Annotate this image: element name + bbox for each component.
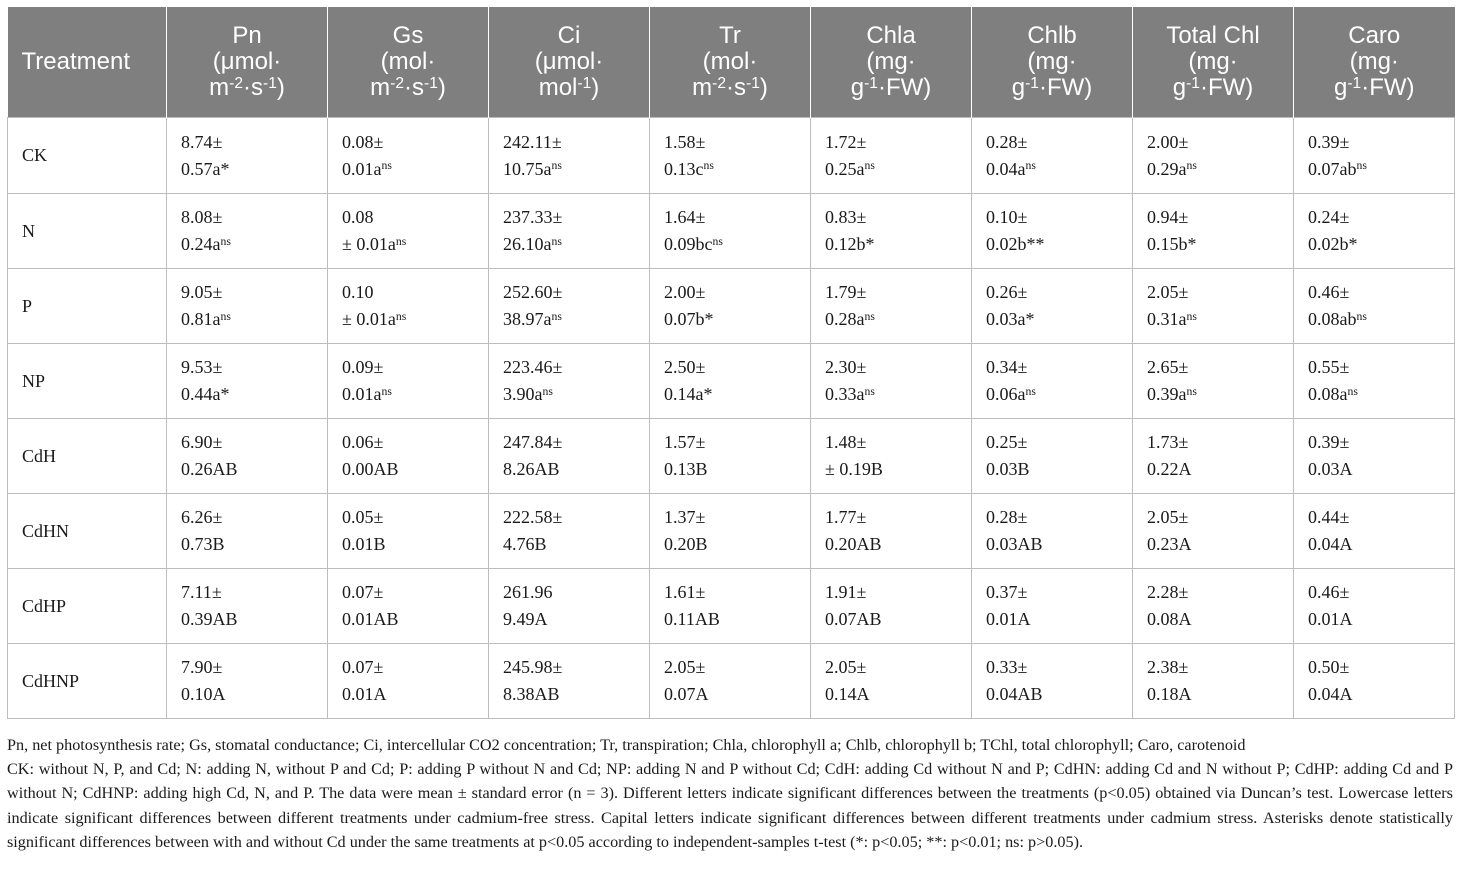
value-cell: [167, 494, 328, 569]
mean-value: 2.00±: [664, 282, 706, 302]
header-col-8: [1294, 7, 1455, 118]
table-row: [8, 494, 1455, 569]
error-value: 0.20AB: [825, 534, 882, 554]
header-col-4: [650, 7, 811, 118]
value-cell: [1294, 344, 1455, 419]
value-cell: [650, 569, 811, 644]
header-line: $g^{-1}\cdot FW$): [1172, 74, 1254, 101]
header-line: (mg·: [866, 48, 916, 75]
value-cell: [1294, 494, 1455, 569]
mean-value: 2.05±: [825, 657, 867, 677]
value-cell: [1294, 194, 1455, 269]
mean-value: 2.50±: [664, 357, 706, 377]
mean-value: 222.58±: [503, 507, 563, 527]
mean-value: 2.05±: [1147, 507, 1189, 527]
mean-value: 2.05±: [664, 657, 706, 677]
footnote-abbreviations: Pn, net photosynthesis rate; Gs, stomatal conductance; Ci, intercellular CO2 concentration; Tr, transpiration; Chla, chlorophyll a; Chlb, chlorophyll b; TChl, total chlorophyll; Caro, carotenoid: [7, 736, 1246, 754]
mean-value: 0.37±: [986, 582, 1028, 602]
mean-value: 1.61±: [664, 582, 706, 602]
mean-value: 9.05±: [181, 282, 223, 302]
value-cell: [972, 118, 1133, 194]
header-line: Chla: [866, 22, 916, 49]
error-value: 0.03B: [986, 459, 1030, 479]
mean-value: 2.00±: [1147, 131, 1189, 152]
header-line: (mg·: [1349, 48, 1399, 75]
mean-value: 0.08±: [342, 131, 384, 152]
value-cell: [489, 344, 650, 419]
mean-value: 2.30±: [825, 357, 867, 377]
error-value: 4.76B: [503, 534, 547, 554]
error-value: 0.11AB: [664, 609, 720, 629]
mean-value: 0.34±: [986, 357, 1028, 377]
value-cell: [489, 419, 650, 494]
mean-value: 242.11±: [503, 131, 562, 152]
mean-value: 1.48±: [825, 432, 867, 452]
error-value: 0.04A: [1308, 684, 1353, 704]
mean-value: 245.98±: [503, 657, 563, 677]
value-cell: [328, 644, 489, 719]
header-line: Chlb: [1027, 22, 1077, 49]
mean-value: 0.46±: [1308, 282, 1350, 302]
error-value: 0.03AB: [986, 534, 1043, 554]
mean-value: 6.90±: [181, 432, 223, 452]
value-cell: [811, 419, 972, 494]
header-line: (mol·: [702, 48, 758, 75]
value-cell: [1294, 644, 1455, 719]
header-line: Pn: [232, 22, 262, 49]
mean-value: 0.83±: [825, 207, 867, 227]
value-cell: [328, 494, 489, 569]
header-treatment: [8, 7, 167, 118]
error-value: 8.38AB: [503, 684, 560, 704]
error-value: 0.13B: [664, 459, 708, 479]
table-row: [8, 118, 1455, 194]
data-table-container: [7, 7, 1453, 719]
value-cell: [328, 344, 489, 419]
mean-value: 9.53±: [181, 357, 223, 377]
error-value: $0.04a^{ns}$: [986, 158, 1036, 179]
value-cell: [811, 494, 972, 569]
error-value: $0.01a^{ns}$: [342, 384, 392, 404]
error-value: 0.01A: [342, 684, 387, 704]
value-cell: [972, 494, 1133, 569]
mean-value: 2.38±: [1147, 657, 1189, 677]
header-line: $g^{-1}\cdot FW$): [1011, 74, 1093, 101]
error-value: $0.81a^{ns}$: [181, 309, 231, 329]
value-cell: [489, 194, 650, 269]
error-value: 0.03a*: [986, 309, 1035, 329]
header-col-7: [1133, 7, 1294, 118]
error-value: 0.04A: [1308, 534, 1353, 554]
mean-value: 1.79±: [825, 282, 867, 302]
error-value: 0.02b*: [1308, 234, 1358, 254]
error-value: $0.25a^{ns}$: [825, 158, 875, 179]
error-value: 0.73B: [181, 534, 225, 554]
mean-value: 1.57±: [664, 432, 706, 452]
treatment-cell: CdHP: [8, 569, 167, 644]
value-cell: [489, 494, 650, 569]
error-value: 0.07A: [664, 684, 709, 704]
value-cell: [328, 194, 489, 269]
treatment-cell: CdHNP: [8, 644, 167, 719]
value-cell: [1133, 269, 1294, 344]
mean-value: 0.25±: [986, 432, 1028, 452]
error-value: $0.33a^{ns}$: [825, 384, 875, 404]
error-value: 0.57a*: [181, 158, 230, 179]
table-row: [8, 569, 1455, 644]
table-row: [8, 269, 1455, 344]
error-value: $3.90a^{ns}$: [503, 384, 553, 404]
mean-value: 237.33±: [503, 207, 563, 227]
value-cell: [811, 269, 972, 344]
table-footnote: [7, 733, 1453, 854]
treatment-cell: CdHN: [8, 494, 167, 569]
error-value: $0.08a^{ns}$: [1308, 384, 1358, 404]
mean-value: 1.72±: [825, 131, 867, 152]
mean-value: 2.05±: [1147, 282, 1189, 302]
error-value: $0.29a^{ns}$: [1147, 158, 1197, 179]
table-header: [8, 7, 1455, 118]
error-value: $0.28a^{ns}$: [825, 309, 875, 329]
value-cell: [328, 269, 489, 344]
header-line: Total Chl: [1166, 22, 1260, 49]
mean-value: 6.26±: [181, 507, 223, 527]
value-cell: [167, 269, 328, 344]
error-value: 0.18A: [1147, 684, 1192, 704]
header-line: $m^{-2}\cdot s^{-1}$): [692, 74, 768, 101]
value-cell: [650, 344, 811, 419]
error-value: $0.24a^{ns}$: [181, 234, 231, 254]
header-line: (mg·: [1188, 48, 1238, 75]
header-line: Caro: [1348, 22, 1401, 49]
data-table: [7, 7, 1455, 719]
error-value: 0.08A: [1147, 609, 1192, 629]
value-cell: [328, 569, 489, 644]
treatment-cell: CK: [8, 118, 167, 194]
header-line: (μmol·: [212, 48, 282, 75]
error-value: $10.75a^{ns}$: [503, 158, 562, 179]
error-value: 0.01B: [342, 534, 386, 554]
header-line: Gs: [392, 22, 424, 49]
value-cell: [811, 194, 972, 269]
error-value: ± $0.01a^{ns}$: [342, 309, 407, 329]
footnote-description: CK: without N, P, and Cd; N: adding N, without P and Cd; P: adding P without N and Cd; NP: adding N and P without Cd; CdH: adding Cd without N and P; CdHN: adding Cd and N without P; CdHP: adding Cd and P without N; CdHNP: adding high Cd, N, and P. The data were mean ± standard error (n = 3). Different letters indicate significant differences between the treatments (p<0.05) obtained via Duncan’s test. Lowercase letters indicate significant differences between different treatments under cadmium-free stress. Capital letters indicate significant differences between different treatments under cadmium stress. Asterisks denote statistically significant differences between with and without Cd under the same treatments at p<0.05 according to independent-samples t-test (*: p<0.05; **: p<0.01; ns: p>0.05).: [7, 760, 1453, 851]
value-cell: [1294, 269, 1455, 344]
value-cell: [1133, 569, 1294, 644]
value-cell: [489, 269, 650, 344]
value-cell: [811, 118, 972, 194]
header-line: $m^{-2}\cdot s^{-1}$): [209, 74, 285, 101]
table-row: [8, 644, 1455, 719]
error-value: 0.04AB: [986, 684, 1043, 704]
error-value: 0.22A: [1147, 459, 1192, 479]
mean-value: 0.44±: [1308, 507, 1350, 527]
error-value: 0.44a*: [181, 384, 230, 404]
treatment-cell: NP: [8, 344, 167, 419]
mean-value: 0.33±: [986, 657, 1028, 677]
value-cell: [167, 569, 328, 644]
mean-value: 0.10: [342, 282, 374, 302]
value-cell: [972, 644, 1133, 719]
error-value: 0.00AB: [342, 459, 399, 479]
mean-value: 7.90±: [181, 657, 223, 677]
error-value: 0.02b**: [986, 234, 1045, 254]
header-col-3: [489, 7, 650, 118]
header-col-2: [328, 7, 489, 118]
mean-value: 0.09±: [342, 357, 384, 377]
value-cell: [328, 419, 489, 494]
error-value: 0.01AB: [342, 609, 399, 629]
header-line: $g^{-1}\cdot FW$): [1333, 74, 1415, 101]
value-cell: [1133, 118, 1294, 194]
value-cell: [489, 118, 650, 194]
error-value: 0.01A: [1308, 609, 1353, 629]
header-col-5: [811, 7, 972, 118]
value-cell: [972, 569, 1133, 644]
header-line: $g^{-1}\cdot FW$): [850, 74, 932, 101]
header-line: Ci: [557, 22, 581, 49]
error-value: $0.06a^{ns}$: [986, 384, 1036, 404]
header-line: $m^{-2}\cdot s^{-1}$): [370, 74, 446, 101]
mean-value: 1.37±: [664, 507, 706, 527]
mean-value: 0.39±: [1308, 131, 1350, 152]
error-value: 0.20B: [664, 534, 708, 554]
value-cell: [650, 419, 811, 494]
value-cell: [328, 118, 489, 194]
error-value: 0.10A: [181, 684, 226, 704]
value-cell: [650, 118, 811, 194]
treatment-cell: CdH: [8, 419, 167, 494]
value-cell: [972, 269, 1133, 344]
mean-value: 0.05±: [342, 507, 384, 527]
error-value: 0.12b*: [825, 234, 875, 254]
mean-value: 0.08: [342, 207, 374, 227]
table-body: [8, 118, 1455, 719]
error-value: 0.01A: [986, 609, 1031, 629]
error-value: $0.01a^{ns}$: [342, 158, 392, 179]
error-value: 0.26AB: [181, 459, 238, 479]
mean-value: 0.10±: [986, 207, 1028, 227]
value-cell: [167, 419, 328, 494]
value-cell: [167, 118, 328, 194]
value-cell: [972, 194, 1133, 269]
value-cell: [650, 644, 811, 719]
error-value: $0.07ab^{ns}$: [1308, 158, 1367, 179]
value-cell: [1133, 644, 1294, 719]
table-row: [8, 194, 1455, 269]
header-col-6: [972, 7, 1133, 118]
error-value: $26.10a^{ns}$: [503, 234, 562, 254]
value-cell: [1133, 419, 1294, 494]
mean-value: 8.08±: [181, 207, 223, 227]
header-line: mol$^{-1}$): [538, 74, 600, 101]
value-cell: [811, 644, 972, 719]
error-value: 0.14A: [825, 684, 870, 704]
mean-value: 261.96: [503, 582, 553, 602]
value-cell: [972, 344, 1133, 419]
value-cell: [650, 194, 811, 269]
mean-value: 247.84±: [503, 432, 563, 452]
error-value: $38.97a^{ns}$: [503, 309, 562, 329]
mean-value: 0.07±: [342, 657, 384, 677]
value-cell: [1133, 494, 1294, 569]
error-value: ± $0.01a^{ns}$: [342, 234, 407, 254]
mean-value: 0.07±: [342, 582, 384, 602]
mean-value: 1.77±: [825, 507, 867, 527]
error-value: 0.15b*: [1147, 234, 1197, 254]
value-cell: [1133, 194, 1294, 269]
mean-value: 0.55±: [1308, 357, 1350, 377]
error-value: 9.49A: [503, 609, 548, 629]
mean-value: 1.64±: [664, 207, 706, 227]
value-cell: [489, 569, 650, 644]
mean-value: 0.39±: [1308, 432, 1350, 452]
value-cell: [811, 344, 972, 419]
mean-value: 0.46±: [1308, 582, 1350, 602]
mean-value: 0.28±: [986, 507, 1028, 527]
value-cell: [650, 494, 811, 569]
value-cell: [167, 344, 328, 419]
mean-value: 223.46±: [503, 357, 563, 377]
mean-value: 0.94±: [1147, 207, 1189, 227]
error-value: 0.07b*: [664, 309, 714, 329]
value-cell: [1294, 419, 1455, 494]
mean-value: 252.60±: [503, 282, 563, 302]
table-row: [8, 419, 1455, 494]
error-value: $0.31a^{ns}$: [1147, 309, 1197, 329]
mean-value: 1.91±: [825, 582, 867, 602]
value-cell: [489, 644, 650, 719]
mean-value: 0.28±: [986, 131, 1028, 152]
mean-value: 7.11±: [181, 582, 222, 602]
mean-value: 1.73±: [1147, 432, 1189, 452]
header-row: [8, 7, 1455, 118]
treatment-cell: P: [8, 269, 167, 344]
error-value: 0.03A: [1308, 459, 1353, 479]
table-row: [8, 344, 1455, 419]
mean-value: 0.06±: [342, 432, 384, 452]
error-value: $0.08ab^{ns}$: [1308, 309, 1367, 329]
header-line: Tr: [719, 22, 741, 49]
header-col-1: [167, 7, 328, 118]
mean-value: 2.28±: [1147, 582, 1189, 602]
value-cell: [167, 194, 328, 269]
error-value: 0.39AB: [181, 609, 238, 629]
mean-value: 0.26±: [986, 282, 1028, 302]
value-cell: [1133, 344, 1294, 419]
error-value: 0.14a*: [664, 384, 713, 404]
value-cell: [1294, 118, 1455, 194]
treatment-cell: N: [8, 194, 167, 269]
error-value: $0.39a^{ns}$: [1147, 384, 1197, 404]
header-line: (mol·: [380, 48, 436, 75]
error-value: 0.23A: [1147, 534, 1192, 554]
mean-value: 0.50±: [1308, 657, 1350, 677]
mean-value: 1.58±: [664, 131, 706, 152]
value-cell: [650, 269, 811, 344]
mean-value: 8.74±: [181, 131, 223, 152]
header-line: (mg·: [1027, 48, 1077, 75]
error-value: $0.13c^{ns}$: [664, 158, 714, 179]
error-value: 8.26AB: [503, 459, 560, 479]
value-cell: [1294, 569, 1455, 644]
mean-value: 0.24±: [1308, 207, 1350, 227]
value-cell: [167, 644, 328, 719]
value-cell: [811, 569, 972, 644]
header-line: Treatment: [21, 48, 130, 75]
error-value: ± 0.19B: [825, 459, 883, 479]
header-line: (μmol·: [534, 48, 604, 75]
error-value: 0.07AB: [825, 609, 882, 629]
mean-value: 2.65±: [1147, 357, 1189, 377]
error-value: $0.09bc^{ns}$: [664, 234, 723, 254]
value-cell: [972, 419, 1133, 494]
